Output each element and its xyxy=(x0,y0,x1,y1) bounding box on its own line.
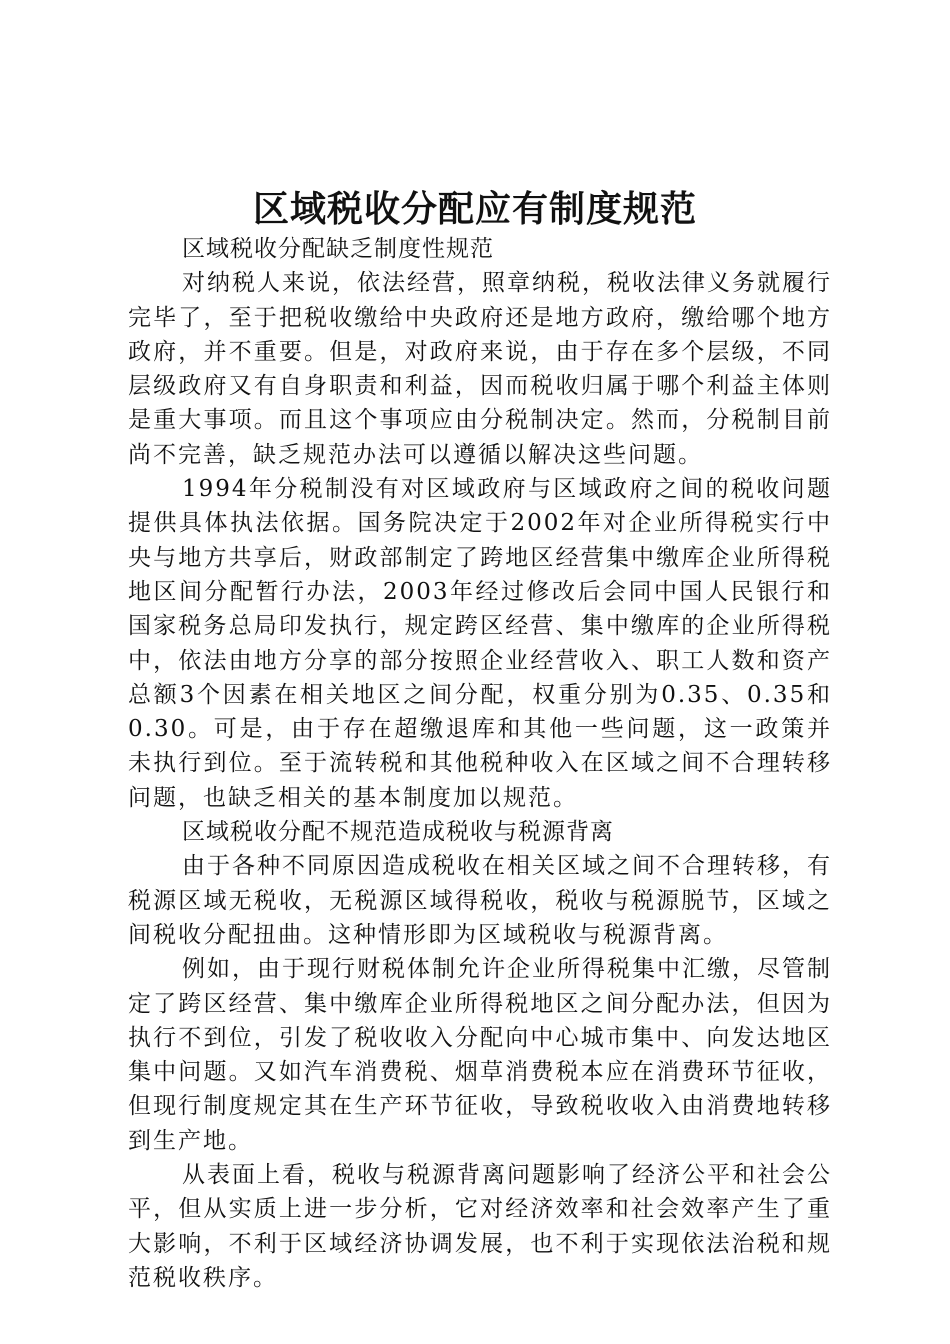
paragraph: 从表面上看，税收与税源背离问题影响了经济公平和社会公平，但从实质上进一步分析，它对经济效率和社会效率产生了重大影响，不利于区域经济协调发展，也不利于实现依法治税和规范税收秩序。 xyxy=(128,1162,832,1291)
paragraph: 例如，由于现行财税体制允许企业所得税集中汇缴，尽管制定了跨区经营、集中缴库企业所得税地区之间分配办法，但因为执行不到位，引发了税收收入分配向中心城市集中、向发达地区集中问题。又如汽车消费税、烟草消费税本应在消费环节征收，但现行制度规定其在生产环节征收，导致税收收入由消费地转移到生产地。 xyxy=(128,956,832,1154)
document-body xyxy=(128,232,832,1295)
paragraph: 对纳税人来说，依法经营，照章纳税，税收法律义务就履行完毕了，至于把税收缴给中央政府还是地方政府，缴给哪个地方政府，并不重要。但是，对政府来说，由于存在多个层级，不同层级政府又有自身职责和利益，因而税收归属于哪个利益主体则是重大事项。而且这个事项应由分税制决定。然而，分税制目前尚不完善，缺乏规范办法可以遵循以解决这些问题。 xyxy=(128,270,832,468)
section-heading: 区域税收分配缺乏制度性规范 xyxy=(182,236,494,262)
paragraph: 由于各种不同原因造成税收在相关区域之间不合理转移，有税源区域无税收，无税源区域得税收，税收与税源脱节，区域之间税收分配扭曲。这种情形即为区域税收与税源背离。 xyxy=(128,853,832,948)
paragraph: 1994年分税制没有对区域政府与区域政府之间的税收问题提供具体执法依据。国务院决定于2002年对企业所得税实行中央与地方共享后，财政部制定了跨地区经营集中缴库企业所得税地区间分配暂行办法，2003年经过修改后会同中国人民银行和国家税务总局印发执行，规定跨区经营、集中缴库的企业所得税中，依法由地方分享的部分按照企业经营收入、职工人数和资产总额3个因素在相关地区之间分配，权重分别为0.35、0.35和0.30。可是，由于存在超缴退库和其他一些问题，这一政策并未执行到位。至于流转税和其他税种收入在区域之间不合理转移问题，也缺乏相关的基本制度加以规范。 xyxy=(128,476,832,811)
section-heading: 区域税收分配不规范造成税收与税源背离 xyxy=(182,819,614,846)
document-title: 区域税收分配应有制度规范 xyxy=(252,188,697,230)
